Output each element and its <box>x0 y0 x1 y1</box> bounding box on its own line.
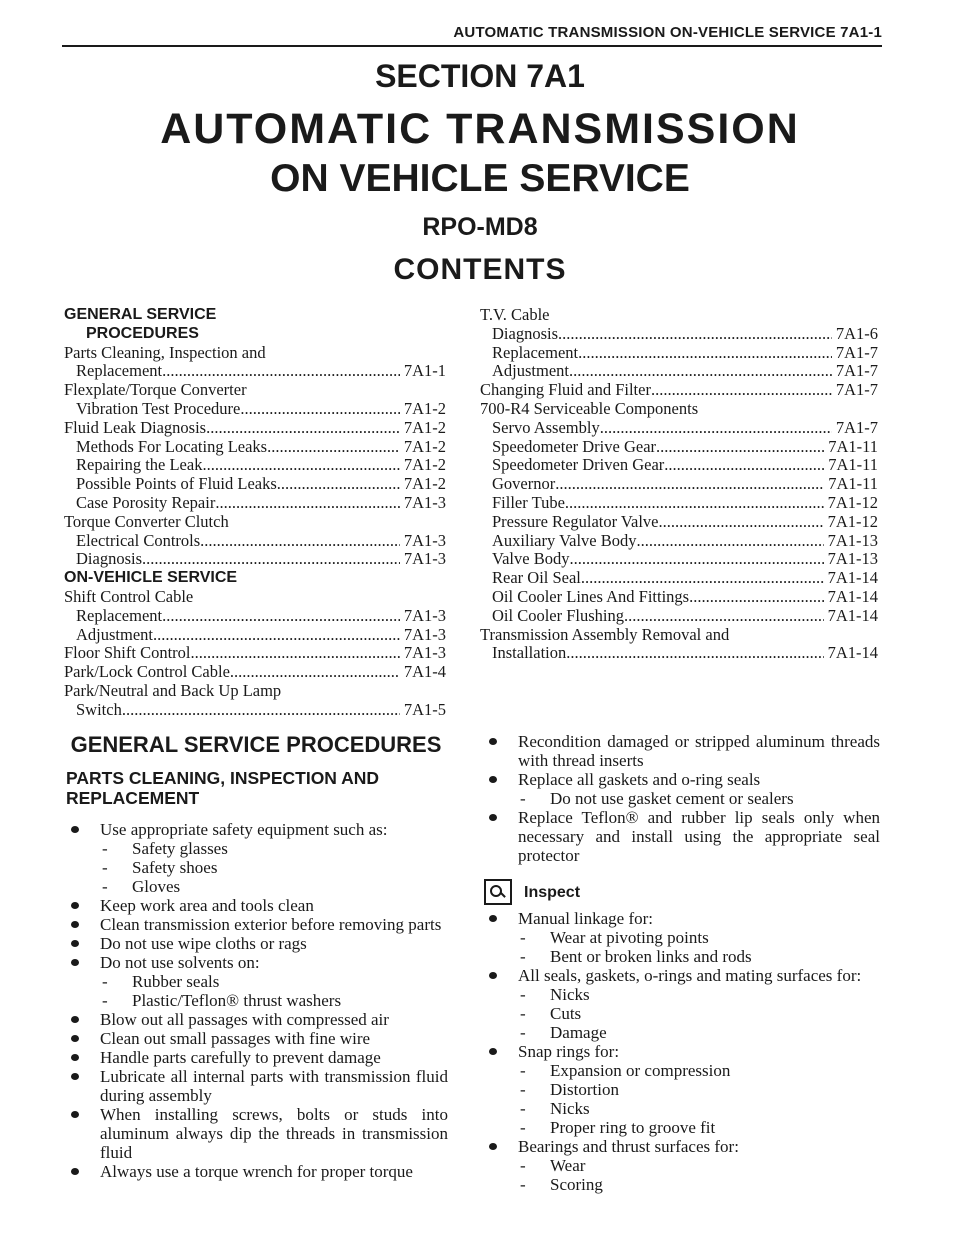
running-header: AUTOMATIC TRANSMISSION ON-VEHICLE SERVICE 7A1-1 <box>453 24 882 41</box>
toc-entry-label: Speedometer Drive Gear <box>492 436 657 456</box>
toc-entry <box>64 456 446 475</box>
toc-entry <box>64 400 446 419</box>
toc-entry <box>64 626 446 645</box>
toc-page-number: 7A1-12 <box>827 511 878 531</box>
bullet-item: Always use a torque wrench for proper torque <box>66 1162 448 1181</box>
toc-page-number: 7A1-2 <box>403 455 446 475</box>
toc-page-number: 7A1-11 <box>828 436 878 456</box>
toc-entry <box>64 550 446 569</box>
toc-entry-label: Park/Lock Control Cable <box>64 662 230 682</box>
toc-entry <box>480 344 878 363</box>
toc-group-label: Torque Converter Clutch <box>64 511 229 531</box>
toc-leader-dots <box>569 550 823 569</box>
toc-leader-dots <box>624 607 824 626</box>
general-service-procedures-heading: GENERAL SERVICE PROCEDURES <box>70 732 442 757</box>
toc-entry-label: Installation <box>492 643 567 663</box>
toc-leader-dots <box>565 494 824 513</box>
sub-item: - Nicks <box>484 1099 880 1118</box>
toc-entry-label: Fluid Leak Diagnosis <box>64 417 207 437</box>
toc-entry-label: Diagnosis <box>76 549 142 569</box>
bullet-item: Keep work area and tools clean <box>66 896 448 915</box>
toc-page-number: 7A1-3 <box>403 605 446 625</box>
procedures-list-left <box>66 820 448 1181</box>
toc-leader-dots <box>202 456 399 475</box>
toc-entry-label: Methods For Locating Leaks <box>76 436 268 456</box>
toc-leader-dots <box>578 344 832 363</box>
toc-entry <box>64 663 446 682</box>
toc-entry <box>480 381 878 400</box>
toc-entry <box>480 325 878 344</box>
toc-entry-label: Switch <box>76 699 122 719</box>
contents-heading: CONTENTS <box>393 253 567 286</box>
toc-page-number: 7A1-13 <box>827 549 878 569</box>
toc-entry-label: Possible Points of Fluid Leaks <box>76 474 277 494</box>
bullet-item: Manual linkage for: <box>484 909 880 928</box>
toc-leader-dots <box>566 644 823 663</box>
bullet-item: Snap rings for: <box>484 1042 880 1061</box>
toc-entry <box>64 419 446 438</box>
toc-group-label: 700-R4 Serviceable Components <box>480 398 699 418</box>
parts-cleaning-heading: PARTS CLEANING, INSPECTION AND REPLACEMENT <box>66 768 380 808</box>
sub-item: - Nicks <box>484 985 880 1004</box>
rpo-code: RPO-MD8 <box>422 213 538 241</box>
toc-group-label: Shift Control Cable <box>64 586 194 606</box>
toc-page-number: 7A1-11 <box>828 455 878 475</box>
sub-item: - Safety glasses <box>66 839 448 858</box>
toc-entry <box>64 438 446 457</box>
toc-page-number: 7A1-7 <box>835 342 878 362</box>
toc-entry <box>480 550 878 569</box>
bullet-item: Clean transmission exterior before removing parts <box>66 915 448 934</box>
toc-leader-dots <box>162 607 400 626</box>
toc-section-heading: ON-VEHICLE SERVICE <box>64 569 238 587</box>
toc-entry-label: Oil Cooler Flushing <box>492 605 625 625</box>
toc-entry <box>64 607 446 626</box>
bullet-item: Do not use wipe cloths or rags <box>66 934 448 953</box>
toc-page-number: 7A1-1 <box>403 361 446 381</box>
toc-entry <box>480 513 878 532</box>
toc-entry-label: Repairing the Leak <box>76 455 203 475</box>
toc-entry <box>64 701 446 720</box>
toc-page-number: 7A1-4 <box>403 662 446 682</box>
toc-page-number: 7A1-6 <box>835 323 878 343</box>
sub-item: - Bent or broken links and rods <box>484 947 880 966</box>
toc-entry <box>64 644 446 663</box>
toc-page-number: 7A1-3 <box>403 492 446 512</box>
toc-entry-label: Speedometer Driven Gear <box>492 455 665 475</box>
inspect-label: Inspect <box>524 883 581 901</box>
toc-entry-label: Governor <box>492 474 556 494</box>
toc-entry <box>64 532 446 551</box>
bullet-item: Use appropriate safety equipment such as: <box>66 820 448 839</box>
toc-leader-dots <box>122 701 400 720</box>
toc-right-column <box>480 306 878 663</box>
sub-item: - Proper ring to groove fit <box>484 1118 880 1137</box>
toc-entry-label: Replacement <box>76 605 163 625</box>
toc-page-number: 7A1-7 <box>835 361 878 381</box>
toc-page-number: 7A1-14 <box>827 643 878 663</box>
bullet-item: All seals, gaskets, o-rings and mating surfaces for: <box>484 966 880 985</box>
toc-page-number: 7A1-7 <box>835 380 878 400</box>
toc-entry <box>480 438 878 457</box>
page-title: AUTOMATIC TRANSMISSION <box>160 105 800 153</box>
toc-group-label: Flexplate/Torque Converter <box>64 380 247 400</box>
toc-entry-label: Changing Fluid and Filter <box>480 380 651 400</box>
bullet-item: Do not use solvents on: <box>66 953 448 972</box>
toc-leader-dots <box>659 513 824 532</box>
toc-leader-dots <box>569 362 832 381</box>
toc-entry <box>480 456 878 475</box>
sub-item: - Expansion or compression <box>484 1061 880 1080</box>
bullet-item: Lubricate all internal parts with transmission fluid during assembly <box>66 1067 448 1105</box>
sub-item: - Damage <box>484 1023 880 1042</box>
toc-group-label: Parts Cleaning, Inspection and <box>64 342 266 362</box>
sub-item: - Do not use gasket cement or sealers <box>484 789 880 808</box>
toc-entry-label: Case Porosity Repair <box>76 492 216 512</box>
toc-entry <box>480 588 878 607</box>
toc-entry-label: Rear Oil Seal <box>492 568 581 588</box>
toc-entry-label: Valve Body <box>492 549 570 569</box>
bullet-item: Handle parts carefully to prevent damage <box>66 1048 448 1067</box>
toc-leader-dots <box>240 400 399 419</box>
bullet-item: Blow out all passages with compressed air <box>66 1010 448 1029</box>
toc-leader-dots <box>581 569 824 588</box>
toc-entry <box>480 362 878 381</box>
sub-item: - Distortion <box>484 1080 880 1099</box>
toc-page-number: 7A1-2 <box>403 398 446 418</box>
toc-page-number: 7A1-12 <box>827 492 878 512</box>
toc-leader-dots <box>191 644 400 663</box>
toc-entry-label: Floor Shift Control <box>64 643 191 663</box>
sub-item: - Scoring <box>484 1175 880 1194</box>
toc-page-number: 7A1-14 <box>827 568 878 588</box>
bullet-item: Recondition damaged or stripped aluminum threads with thread inserts <box>484 732 880 770</box>
toc-entry <box>480 607 878 626</box>
toc-leader-dots <box>215 494 400 513</box>
toc-leader-dots <box>267 438 400 457</box>
toc-leader-dots <box>600 419 832 438</box>
toc-page-number: 7A1-13 <box>827 530 878 550</box>
toc-entry-label: Auxiliary Valve Body <box>492 530 637 550</box>
bullet-item: Replace Teflon® and rubber lip seals only when necessary and install using the appropriate seal protector <box>484 808 880 865</box>
toc-entry <box>480 475 878 494</box>
toc-leader-dots <box>637 532 824 551</box>
toc-section-heading: GENERAL SERVICE <box>64 306 217 323</box>
toc-entry-label: Adjustment <box>492 361 569 381</box>
sub-item: - Wear <box>484 1156 880 1175</box>
toc-page-number: 7A1-3 <box>403 643 446 663</box>
toc-entry-label: Oil Cooler Lines And Fittings <box>492 586 690 606</box>
toc-leader-dots <box>200 532 400 551</box>
toc-left-column <box>64 306 446 720</box>
toc-page-number: 7A1-3 <box>403 530 446 550</box>
toc-entry <box>480 569 878 588</box>
header-rule <box>62 45 882 47</box>
toc-entry-label: Filler Tube <box>492 492 565 512</box>
sub-item: - Safety shoes <box>66 858 448 877</box>
bullet-item: Bearings and thrust surfaces for: <box>484 1137 880 1156</box>
page-subtitle: ON VEHICLE SERVICE <box>270 157 690 200</box>
toc-page-number: 7A1-7 <box>835 417 878 437</box>
toc-page-number: 7A1-2 <box>403 417 446 437</box>
toc-entry-label: Pressure Regulator Valve <box>492 511 659 531</box>
toc-entry-label: Replacement <box>492 342 579 362</box>
toc-page-number: 7A1-2 <box>403 474 446 494</box>
toc-entry-label: Electrical Controls <box>76 530 201 550</box>
toc-entry-label: Replacement <box>76 361 163 381</box>
sub-item: - Gloves <box>66 877 448 896</box>
toc-leader-dots <box>664 456 824 475</box>
toc-entry <box>64 362 446 381</box>
toc-entry-label: Diagnosis <box>492 323 558 343</box>
toc-page-number: 7A1-3 <box>403 549 446 569</box>
toc-page-number: 7A1-3 <box>403 624 446 644</box>
procedures-list-right <box>484 732 880 1194</box>
toc-entry <box>480 419 878 438</box>
toc-entry <box>64 494 446 513</box>
toc-entry <box>480 532 878 551</box>
toc-leader-dots <box>558 325 832 344</box>
inspect-magnifier-icon <box>484 879 512 905</box>
sub-item: - Wear at pivoting points <box>484 928 880 947</box>
toc-leader-dots <box>142 550 400 569</box>
sub-item: - Rubber seals <box>66 972 448 991</box>
toc-entry <box>480 644 878 663</box>
toc-page-number: 7A1-14 <box>827 586 878 606</box>
toc-leader-dots <box>651 381 832 400</box>
sub-item: - Cuts <box>484 1004 880 1023</box>
toc-page-number: 7A1-11 <box>828 474 878 494</box>
sub-item: - Plastic/Teflon® thrust washers <box>66 991 448 1010</box>
toc-entry-label: Adjustment <box>76 624 153 644</box>
toc-page-number: 7A1-14 <box>827 605 878 625</box>
toc-entry-label: Servo Assembly <box>492 417 600 437</box>
toc-group-label: Park/Neutral and Back Up Lamp <box>64 680 282 700</box>
toc-entry <box>480 494 878 513</box>
bullet-item: Clean out small passages with fine wire <box>66 1029 448 1048</box>
toc-entry-label: Vibration Test Procedure <box>76 398 241 418</box>
toc-leader-dots <box>153 626 400 645</box>
toc-page-number: 7A1-2 <box>403 436 446 456</box>
toc-leader-dots <box>206 419 400 438</box>
inspect-subheading <box>484 879 880 905</box>
toc-leader-dots <box>656 438 824 457</box>
toc-section-heading: PROCEDURES <box>86 324 199 342</box>
toc-entry <box>64 475 446 494</box>
toc-group-label: T.V. Cable <box>480 305 550 324</box>
toc-page-number: 7A1-5 <box>403 699 446 719</box>
toc-leader-dots <box>162 362 400 381</box>
toc-leader-dots <box>230 663 400 682</box>
bullet-item: When installing screws, bolts or studs into aluminum always dip the threads in transmission fluid <box>66 1105 448 1162</box>
section-number: SECTION 7A1 <box>375 58 585 94</box>
toc-leader-dots <box>277 475 400 494</box>
toc-leader-dots <box>689 588 823 607</box>
toc-leader-dots <box>555 475 824 494</box>
bullet-item: Replace all gaskets and o-ring seals <box>484 770 880 789</box>
toc-group-label: Transmission Assembly Removal and <box>480 624 730 644</box>
